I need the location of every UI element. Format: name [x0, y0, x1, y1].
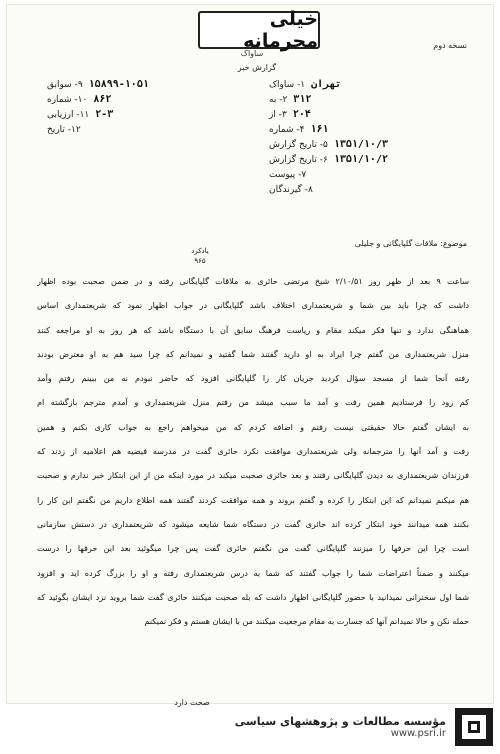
field-value: تهران	[311, 79, 342, 90]
report-type: گزارش خبر	[237, 63, 277, 72]
field-value: ۸۶۲	[93, 94, 112, 105]
field-label: ۴- شماره	[269, 124, 305, 135]
stamp-text: خیلی محرمانه	[243, 8, 318, 52]
report-body	[37, 269, 469, 633]
header-fields-right	[269, 77, 469, 197]
field-label: ۹- سوابق	[47, 79, 83, 90]
body-line: هم میکنم نمیدانم که این ابتکار را کرده و گفتم بروند و همه موافقت کردند گفتند همه اطلاع داریم من نگفتم این کار را	[37, 494, 469, 505]
body-line: بکنند همه میدانند خود ابتکار کرده اند حائری گفت در دستگاه شما شایعه میشود که شریعتمداری در دستش سازمانی	[37, 518, 469, 529]
field-row	[47, 107, 237, 122]
subject-line: موضوع: ملاقات گلپایگانی و جلیلی	[354, 239, 467, 248]
body-line: است چرا این حرفها را میزنند گلپایگانی گفت من نگفتم حائری گفت پس چرا میگوئید بعد این حرفها را درست	[37, 543, 469, 554]
field-label: ۶- تاریخ گزارش	[269, 154, 328, 165]
body-line: کم زود را فرستادیم همین رفت و آمد ما سبب میشد من رفتم منزل شریعتمداری و آمدم مترجم بازگشته ام	[37, 397, 469, 408]
field-label: ۱۲- تاریخ	[47, 124, 81, 135]
field-value: ۱۵۸۹۹-۱۰۵۱	[88, 79, 149, 90]
field-row	[47, 92, 237, 107]
field-label: ۵- تاریخ گزارش	[269, 139, 328, 150]
field-value: ۲-۳	[95, 109, 114, 120]
body-line: فرزندان شریعتمداری به دیدن گلپایگانی رفتند و بعد حائری صحبت میکند در مورد اینکه من از این ابتکار خبر ندارم و صحبت	[37, 470, 469, 481]
body-line: شما اول سخنرانی نمیدانید با حضور گلپایگانی اظهار داشت که بله صحبت میکنند حائری گفت شما بروید نزد ایشان بگوئید که	[37, 591, 469, 602]
field-value: ۱۳۵۱/۱۰/۳	[333, 139, 388, 150]
field-row	[47, 77, 237, 92]
watermark-text	[235, 715, 446, 739]
body-line: رفت و آمد آنها را مترجمانه ولی شریعتمداری موافقت نکرد حائری گفت در مدرسه فیضیه هم اعلامیه از زدند که	[37, 446, 469, 457]
institute-logo-icon	[454, 707, 494, 747]
body-line: هماهنگی ندارد و تنها فکر میکند مقام و ریاست فرهنگ سابق آن با دستگاه باشد که هر روز به او مراجعه کنند	[37, 324, 469, 335]
body-line: ساعت ۹ بعد از ظهر روز ۲/۱۰/۵۱ شیخ مرتضی حائری به ملاقات گلپایگانی رفته و در ضمن صحبت بوده اظهار	[37, 276, 469, 286]
institute-url: www.psri.ir	[390, 728, 446, 739]
field-label: ۸- گیرندگان	[269, 184, 313, 195]
field-row	[269, 137, 469, 152]
body-line: منزل شریعتمداری من گفتم چرا ایراد به او دارید گفتند شما گفتید و نمیدانم که چرا سید هم به او معترض بودند	[37, 348, 469, 359]
field-row	[269, 167, 469, 182]
copy-number: نسخه دوم	[433, 41, 467, 50]
stamp-subtitle: ساواک	[240, 49, 264, 58]
margin-note: یادکرد	[191, 247, 209, 255]
header-fields-left	[47, 77, 237, 137]
field-row	[269, 107, 469, 122]
field-value: ۱۳۵۱/۱۰/۲	[333, 154, 388, 165]
field-row	[269, 122, 469, 137]
signature-note: صحت دارد	[174, 698, 210, 707]
field-value: ۲۰۴	[292, 109, 311, 120]
field-row	[47, 122, 237, 137]
field-label: ۳- از	[269, 109, 287, 120]
field-label: ۱- ساواک	[269, 79, 306, 90]
margin-note-number: ۹۶۵	[194, 257, 206, 265]
field-label: ۷- پیوست	[269, 169, 307, 180]
body-line: میکنند و ضمناً اعتراضات شما را جواب گفتند که شما به درس شریعتمداری رفته و او را بزرگ کرده اید و افزود	[37, 567, 469, 578]
field-value: ۳۱۲	[293, 94, 312, 105]
body-line: رفته آنجا شما از مسجد سؤال کردید جریان کار را گلپایگانی افزود که حاضر نبودم نه من ببینم رفتم وآمد	[37, 373, 469, 384]
institute-name: مؤسسه مطالعات و پژوهشهای سیاسی	[234, 715, 446, 728]
document-page	[6, 4, 494, 707]
body-line: داشت که چرا باید بین شما و شریعتمداری اختلاف باشد گلپایگانی در جواب اظهار نمود که شریعتمداری اساس	[37, 300, 469, 311]
field-row	[269, 152, 469, 167]
field-row	[269, 92, 469, 107]
field-label: ۱۰- شماره	[47, 94, 88, 105]
field-row	[269, 77, 469, 92]
institute-watermark	[120, 704, 494, 750]
body-line: حمله نکن و حالا نمیدانم آنها که جسارت به مقام مرجعیت میکنند من با ایشان هستم و فکر نمیکنم	[144, 616, 469, 627]
classification-stamp	[198, 8, 320, 52]
body-line: به ایشان گفتم حالا حقیقتی نیست رفتم و اضافه کردم که من میخواهم راجع به جواب کاری بکنم و همین	[37, 421, 469, 432]
field-value: ۱۶۱	[310, 124, 329, 135]
field-label: ۱۱- ارزیابی	[47, 109, 90, 120]
field-row	[269, 182, 469, 197]
field-label: ۲- به	[269, 94, 288, 105]
